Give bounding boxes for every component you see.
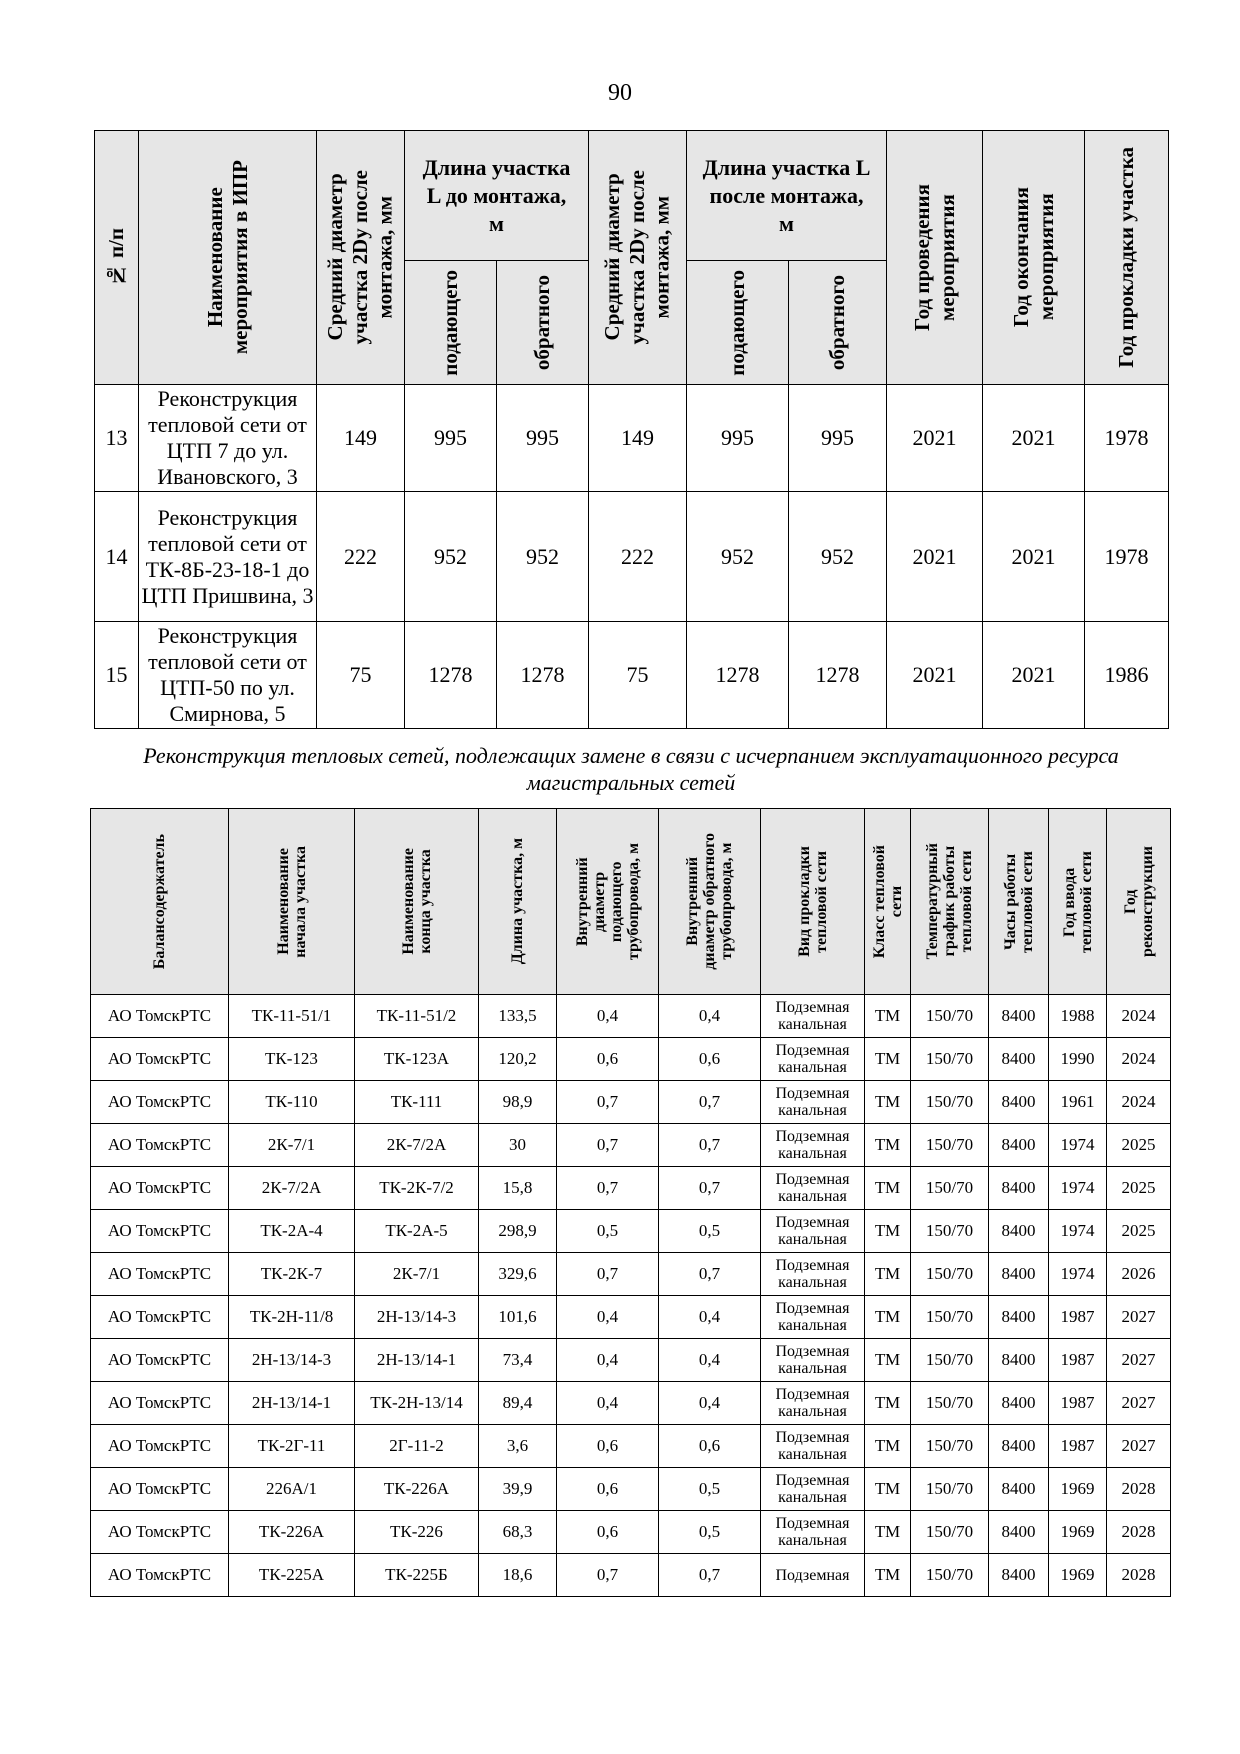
cell-temperature-schedule: 150/70 <box>911 1210 989 1253</box>
header-measure-name: Наименование мероприятия в ИПР <box>139 131 317 385</box>
cell-section-end: ТК-11-51/2 <box>355 995 479 1038</box>
cell-section-start: ТК-226А <box>229 1511 355 1554</box>
cell-owner: АО ТомскРТС <box>91 1296 229 1339</box>
cell-diameter-return: 0,4 <box>659 1339 761 1382</box>
cell-diameter-supply: 0,4 <box>557 1382 659 1425</box>
cell-year-start: 2021 <box>887 492 983 622</box>
cell-measure-name: Реконструкция тепловой сети от ЦТП 7 до ул. Ивановского, 3 <box>139 385 317 492</box>
cell-section-start: ТК-11-51/1 <box>229 995 355 1038</box>
header-diameter-supply: Внутренний диаметр подающего трубопровода, м <box>557 809 659 995</box>
cell-diameter-supply: 0,7 <box>557 1253 659 1296</box>
cell-diameter-before: 75 <box>317 622 405 729</box>
cell-diameter-supply: 0,4 <box>557 1339 659 1382</box>
cell-year-end: 2021 <box>983 492 1085 622</box>
header-diameter-after: Средний диаметр участка 2Dy после монтажа, мм <box>589 131 687 385</box>
cell-operating-hours: 8400 <box>989 995 1049 1038</box>
cell-length-after-supply: 1278 <box>687 622 789 729</box>
cell-year-reconstruction: 2027 <box>1107 1339 1171 1382</box>
cell-year-commissioned: 1969 <box>1049 1511 1107 1554</box>
cell-length-after-supply: 952 <box>687 492 789 622</box>
cell-year-start: 2021 <box>887 622 983 729</box>
cell-section-end: ТК-226 <box>355 1511 479 1554</box>
cell-network-class: ТМ <box>865 1038 911 1081</box>
cell-laying-type: Подземная канальная <box>761 1425 865 1468</box>
cell-network-class: ТМ <box>865 1511 911 1554</box>
cell-laying-type: Подземная канальная <box>761 1038 865 1081</box>
cell-section-start: ТК-110 <box>229 1081 355 1124</box>
cell-section-start: 2Н-13/14-3 <box>229 1339 355 1382</box>
cell-diameter-supply: 0,6 <box>557 1468 659 1511</box>
cell-year-start: 2021 <box>887 385 983 492</box>
cell-section-end: ТК-111 <box>355 1081 479 1124</box>
cell-num: 14 <box>95 492 139 622</box>
cell-temperature-schedule: 150/70 <box>911 1554 989 1597</box>
table-row <box>95 622 1169 729</box>
cell-diameter-return: 0,6 <box>659 1425 761 1468</box>
cell-operating-hours: 8400 <box>989 1468 1049 1511</box>
header-supply-before: подающего <box>405 261 497 385</box>
cell-num: 15 <box>95 622 139 729</box>
header-year-start: Год проведения мероприятия <box>887 131 983 385</box>
table-row <box>91 1425 1171 1468</box>
cell-section-start: ТК-2Г-11 <box>229 1425 355 1468</box>
cell-section-end: 2К-7/2А <box>355 1124 479 1167</box>
header-section-start: Наименование начала участка <box>229 809 355 995</box>
cell-temperature-schedule: 150/70 <box>911 1339 989 1382</box>
cell-diameter-after: 222 <box>589 492 687 622</box>
cell-length-after-supply: 995 <box>687 385 789 492</box>
cell-network-class: ТМ <box>865 1210 911 1253</box>
cell-year-commissioned: 1987 <box>1049 1382 1107 1425</box>
cell-section-end: 2Н-13/14-1 <box>355 1339 479 1382</box>
cell-year-commissioned: 1974 <box>1049 1167 1107 1210</box>
table-row <box>91 1167 1171 1210</box>
cell-network-class: ТМ <box>865 1425 911 1468</box>
header-length-before: Длина участка L до монтажа, м <box>405 131 589 261</box>
cell-section-start: 226А/1 <box>229 1468 355 1511</box>
cell-diameter-supply: 0,6 <box>557 1511 659 1554</box>
header-owner: Балансодержатель <box>91 809 229 995</box>
cell-operating-hours: 8400 <box>989 1425 1049 1468</box>
cell-year-end: 2021 <box>983 385 1085 492</box>
cell-section-start: ТК-123 <box>229 1038 355 1081</box>
cell-owner: АО ТомскРТС <box>91 1468 229 1511</box>
cell-diameter-supply: 0,7 <box>557 1124 659 1167</box>
cell-diameter-return: 0,5 <box>659 1210 761 1253</box>
table-row <box>91 1554 1171 1597</box>
cell-length-after-return: 952 <box>789 492 887 622</box>
cell-temperature-schedule: 150/70 <box>911 1253 989 1296</box>
cell-diameter-supply: 0,7 <box>557 1081 659 1124</box>
cell-section-end: ТК-123А <box>355 1038 479 1081</box>
cell-year-reconstruction: 2027 <box>1107 1382 1171 1425</box>
header-laying-type: Вид прокладки тепловой сети <box>761 809 865 995</box>
cell-year-commissioned: 1987 <box>1049 1339 1107 1382</box>
cell-laying-type: Подземная канальная <box>761 1210 865 1253</box>
cell-length-before-return: 1278 <box>497 622 589 729</box>
cell-year-commissioned: 1961 <box>1049 1081 1107 1124</box>
table-row <box>91 1038 1171 1081</box>
cell-diameter-after: 75 <box>589 622 687 729</box>
cell-year-laying: 1986 <box>1085 622 1169 729</box>
cell-laying-type: Подземная канальная <box>761 1124 865 1167</box>
cell-owner: АО ТомскРТС <box>91 1425 229 1468</box>
cell-laying-type: Подземная канальная <box>761 1296 865 1339</box>
cell-length: 329,6 <box>479 1253 557 1296</box>
cell-network-class: ТМ <box>865 1554 911 1597</box>
cell-owner: АО ТомскРТС <box>91 995 229 1038</box>
cell-year-end: 2021 <box>983 622 1085 729</box>
cell-year-commissioned: 1974 <box>1049 1210 1107 1253</box>
cell-section-start: ТК-2К-7 <box>229 1253 355 1296</box>
cell-laying-type: Подземная канальная <box>761 1468 865 1511</box>
cell-temperature-schedule: 150/70 <box>911 1425 989 1468</box>
table-row <box>91 1124 1171 1167</box>
header-section-end: Наименование конца участка <box>355 809 479 995</box>
cell-diameter-return: 0,5 <box>659 1511 761 1554</box>
header-return-before: обратного <box>497 261 589 385</box>
cell-owner: АО ТомскРТС <box>91 1167 229 1210</box>
table-row <box>95 385 1169 492</box>
cell-length-before-supply: 1278 <box>405 622 497 729</box>
header-length-after: Длина участка L после монтажа, м <box>687 131 887 261</box>
header-year-reconstruction: Год реконструкции <box>1107 809 1171 995</box>
table-row <box>91 1511 1171 1554</box>
cell-operating-hours: 8400 <box>989 1253 1049 1296</box>
cell-length: 98,9 <box>479 1081 557 1124</box>
cell-diameter-supply: 0,6 <box>557 1038 659 1081</box>
cell-network-class: ТМ <box>865 1167 911 1210</box>
header-year-commissioned: Год ввода тепловой сети <box>1049 809 1107 995</box>
cell-year-reconstruction: 2028 <box>1107 1468 1171 1511</box>
cell-owner: АО ТомскРТС <box>91 1339 229 1382</box>
cell-year-commissioned: 1987 <box>1049 1296 1107 1339</box>
cell-diameter-after: 149 <box>589 385 687 492</box>
cell-owner: АО ТомскРТС <box>91 1253 229 1296</box>
reconstruction-measures-table <box>94 130 1169 729</box>
cell-year-commissioned: 1974 <box>1049 1253 1107 1296</box>
cell-temperature-schedule: 150/70 <box>911 1167 989 1210</box>
cell-operating-hours: 8400 <box>989 1511 1049 1554</box>
cell-length: 15,8 <box>479 1167 557 1210</box>
cell-diameter-return: 0,4 <box>659 1382 761 1425</box>
cell-section-end: 2Н-13/14-3 <box>355 1296 479 1339</box>
cell-operating-hours: 8400 <box>989 1038 1049 1081</box>
cell-length: 18,6 <box>479 1554 557 1597</box>
cell-year-reconstruction: 2026 <box>1107 1253 1171 1296</box>
table-caption: Реконструкция тепловых сетей, подлежащих замене в связи с исчерпанием эксплуатационного ресурса магистральных сетей <box>143 743 1119 795</box>
cell-operating-hours: 8400 <box>989 1081 1049 1124</box>
header-diameter-return: Внутренний диаметр обратного трубопровода, м <box>659 809 761 995</box>
header-length: Длина участка, м <box>479 809 557 995</box>
cell-year-commissioned: 1990 <box>1049 1038 1107 1081</box>
cell-temperature-schedule: 150/70 <box>911 995 989 1038</box>
cell-length-after-return: 995 <box>789 385 887 492</box>
cell-laying-type: Подземная <box>761 1554 865 1597</box>
cell-network-class: ТМ <box>865 995 911 1038</box>
cell-laying-type: Подземная канальная <box>761 1253 865 1296</box>
cell-diameter-return: 0,7 <box>659 1554 761 1597</box>
table-row <box>91 1296 1171 1339</box>
cell-operating-hours: 8400 <box>989 1296 1049 1339</box>
cell-owner: АО ТомскРТС <box>91 1382 229 1425</box>
cell-temperature-schedule: 150/70 <box>911 1296 989 1339</box>
cell-length-before-supply: 952 <box>405 492 497 622</box>
cell-year-reconstruction: 2025 <box>1107 1210 1171 1253</box>
cell-laying-type: Подземная канальная <box>761 1081 865 1124</box>
table-row <box>91 1382 1171 1425</box>
table-row <box>91 1468 1171 1511</box>
cell-section-start: 2Н-13/14-1 <box>229 1382 355 1425</box>
cell-length: 298,9 <box>479 1210 557 1253</box>
cell-year-laying: 1978 <box>1085 492 1169 622</box>
cell-year-commissioned: 1988 <box>1049 995 1107 1038</box>
cell-diameter-before: 149 <box>317 385 405 492</box>
cell-length: 101,6 <box>479 1296 557 1339</box>
cell-year-reconstruction: 2028 <box>1107 1554 1171 1597</box>
cell-length-before-return: 995 <box>497 385 589 492</box>
cell-length: 3,6 <box>479 1425 557 1468</box>
cell-diameter-return: 0,4 <box>659 1296 761 1339</box>
cell-diameter-return: 0,7 <box>659 1124 761 1167</box>
header-num: № п/п <box>95 131 139 385</box>
cell-section-start: ТК-2А-4 <box>229 1210 355 1253</box>
cell-length: 73,4 <box>479 1339 557 1382</box>
cell-owner: АО ТомскРТС <box>91 1210 229 1253</box>
cell-section-end: ТК-2К-7/2 <box>355 1167 479 1210</box>
cell-owner: АО ТомскРТС <box>91 1038 229 1081</box>
cell-section-end: ТК-226А <box>355 1468 479 1511</box>
cell-temperature-schedule: 150/70 <box>911 1511 989 1554</box>
cell-diameter-return: 0,6 <box>659 1038 761 1081</box>
cell-year-reconstruction: 2024 <box>1107 1081 1171 1124</box>
cell-year-laying: 1978 <box>1085 385 1169 492</box>
cell-diameter-supply: 0,7 <box>557 1167 659 1210</box>
cell-length: 39,9 <box>479 1468 557 1511</box>
cell-section-start: 2К-7/1 <box>229 1124 355 1167</box>
cell-year-reconstruction: 2024 <box>1107 995 1171 1038</box>
cell-operating-hours: 8400 <box>989 1210 1049 1253</box>
cell-year-commissioned: 1969 <box>1049 1554 1107 1597</box>
cell-section-end: ТК-225Б <box>355 1554 479 1597</box>
cell-year-commissioned: 1974 <box>1049 1124 1107 1167</box>
cell-network-class: ТМ <box>865 1339 911 1382</box>
table-row <box>91 1253 1171 1296</box>
cell-year-reconstruction: 2024 <box>1107 1038 1171 1081</box>
cell-section-end: ТК-2Н-13/14 <box>355 1382 479 1425</box>
cell-length-before-supply: 995 <box>405 385 497 492</box>
cell-length: 120,2 <box>479 1038 557 1081</box>
heat-network-sections-table <box>90 808 1171 1597</box>
cell-temperature-schedule: 150/70 <box>911 1468 989 1511</box>
table-row <box>91 1210 1171 1253</box>
cell-owner: АО ТомскРТС <box>91 1124 229 1167</box>
header-year-laying: Год прокладки участка <box>1085 131 1169 385</box>
cell-laying-type: Подземная канальная <box>761 995 865 1038</box>
cell-year-reconstruction: 2025 <box>1107 1167 1171 1210</box>
cell-section-end: ТК-2А-5 <box>355 1210 479 1253</box>
cell-section-end: 2К-7/1 <box>355 1253 479 1296</box>
cell-owner: АО ТомскРТС <box>91 1554 229 1597</box>
cell-year-commissioned: 1969 <box>1049 1468 1107 1511</box>
cell-measure-name: Реконструкция тепловой сети от ЦТП-50 по ул. Смирнова, 5 <box>139 622 317 729</box>
cell-year-reconstruction: 2027 <box>1107 1296 1171 1339</box>
cell-operating-hours: 8400 <box>989 1382 1049 1425</box>
cell-network-class: ТМ <box>865 1382 911 1425</box>
header-network-class: Класс тепловой сети <box>865 809 911 995</box>
cell-num: 13 <box>95 385 139 492</box>
cell-temperature-schedule: 150/70 <box>911 1081 989 1124</box>
cell-diameter-supply: 0,6 <box>557 1425 659 1468</box>
cell-network-class: ТМ <box>865 1296 911 1339</box>
cell-section-start: ТК-2Н-11/8 <box>229 1296 355 1339</box>
header-operating-hours: Часы работы тепловой сети <box>989 809 1049 995</box>
cell-laying-type: Подземная канальная <box>761 1511 865 1554</box>
cell-network-class: ТМ <box>865 1081 911 1124</box>
cell-year-reconstruction: 2025 <box>1107 1124 1171 1167</box>
cell-section-end: 2Г-11-2 <box>355 1425 479 1468</box>
cell-temperature-schedule: 150/70 <box>911 1124 989 1167</box>
cell-measure-name: Реконструкция тепловой сети от ТК-8Б-23-18-1 до ЦТП Пришвина, 3 <box>139 492 317 622</box>
header-supply-after: подающего <box>687 261 789 385</box>
table-row <box>91 1081 1171 1124</box>
cell-diameter-return: 0,7 <box>659 1253 761 1296</box>
cell-section-start: 2К-7/2А <box>229 1167 355 1210</box>
cell-network-class: ТМ <box>865 1468 911 1511</box>
cell-diameter-return: 0,7 <box>659 1081 761 1124</box>
cell-operating-hours: 8400 <box>989 1167 1049 1210</box>
cell-length: 89,4 <box>479 1382 557 1425</box>
table-row <box>91 995 1171 1038</box>
header-temperature-schedule: Температурный график работы тепловой сети <box>911 809 989 995</box>
cell-laying-type: Подземная канальная <box>761 1382 865 1425</box>
cell-operating-hours: 8400 <box>989 1124 1049 1167</box>
cell-diameter-before: 222 <box>317 492 405 622</box>
cell-operating-hours: 8400 <box>989 1554 1049 1597</box>
cell-diameter-supply: 0,7 <box>557 1554 659 1597</box>
cell-temperature-schedule: 150/70 <box>911 1382 989 1425</box>
header-return-after: обратного <box>789 261 887 385</box>
cell-network-class: ТМ <box>865 1124 911 1167</box>
cell-year-commissioned: 1987 <box>1049 1425 1107 1468</box>
cell-diameter-supply: 0,4 <box>557 1296 659 1339</box>
cell-diameter-return: 0,4 <box>659 995 761 1038</box>
cell-year-reconstruction: 2028 <box>1107 1511 1171 1554</box>
cell-diameter-return: 0,5 <box>659 1468 761 1511</box>
cell-owner: АО ТомскРТС <box>91 1081 229 1124</box>
cell-length: 30 <box>479 1124 557 1167</box>
cell-diameter-supply: 0,5 <box>557 1210 659 1253</box>
cell-length-after-return: 1278 <box>789 622 887 729</box>
cell-diameter-supply: 0,4 <box>557 995 659 1038</box>
cell-operating-hours: 8400 <box>989 1339 1049 1382</box>
page-number: 90 <box>608 80 632 106</box>
cell-temperature-schedule: 150/70 <box>911 1038 989 1081</box>
cell-length: 68,3 <box>479 1511 557 1554</box>
cell-laying-type: Подземная канальная <box>761 1339 865 1382</box>
cell-length: 133,5 <box>479 995 557 1038</box>
table-row <box>95 492 1169 622</box>
cell-section-start: ТК-225А <box>229 1554 355 1597</box>
table-row <box>91 1339 1171 1382</box>
cell-owner: АО ТомскРТС <box>91 1511 229 1554</box>
cell-year-reconstruction: 2027 <box>1107 1425 1171 1468</box>
header-diameter-before: Средний диаметр участка 2Dy после монтажа, мм <box>317 131 405 385</box>
cell-network-class: ТМ <box>865 1253 911 1296</box>
cell-length-before-return: 952 <box>497 492 589 622</box>
cell-laying-type: Подземная канальная <box>761 1167 865 1210</box>
cell-diameter-return: 0,7 <box>659 1167 761 1210</box>
header-year-end: Год окончания мероприятия <box>983 131 1085 385</box>
